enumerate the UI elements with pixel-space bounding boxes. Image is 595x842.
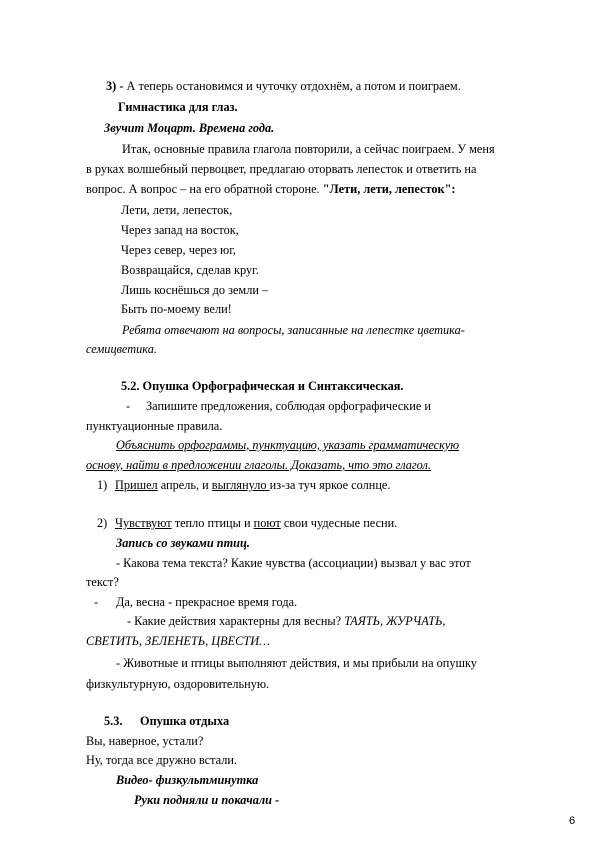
task-line1: Запишите предложения, соблюдая орфографические и — [146, 399, 431, 413]
para1-line3: вопрос. А вопрос – на его обратной стороне. "Лети, лети, лепесток": — [86, 182, 456, 196]
explain-line1: Объяснить орфограммы, пунктуацию, указать грамматическую — [116, 438, 460, 452]
section53-title: Опушка отдыха — [140, 714, 230, 728]
game-name: "Лети, лети, лепесток": — [322, 182, 456, 196]
rest-line1: Вы, наверное, устали? — [86, 734, 204, 748]
answer1: Да, весна - прекрасное время года. — [116, 595, 298, 609]
verb: выглянуло — [211, 478, 270, 492]
rest-line2: Ну, тогда все дружно встали. — [86, 753, 238, 767]
video-note: Видео- физкультминутка — [116, 773, 259, 787]
rhyme-line: Руки подняли и покачали - — [134, 793, 280, 807]
section52-title: 5.2. Опушка Орфографическая и Синтаксическая. — [121, 379, 404, 393]
sentence2: Чувствуют тепло птицы и поют свои чудесные песни. — [115, 516, 398, 530]
final-line2: физкультурную, оздоровительную. — [86, 677, 270, 691]
note-line1: Ребята отвечают на вопросы, записанные на лепестке цветика- — [122, 323, 465, 337]
poem-line: Через север, через юг, — [121, 243, 236, 257]
gymnastics-title: Гимнастика для глаз. — [118, 100, 238, 114]
final-line1: - Животные и птицы выполняют действия, и мы прибыли на опушку — [116, 656, 477, 670]
section-number: 3) - — [106, 79, 124, 93]
section53-number: 5.3. — [104, 714, 123, 728]
verb: Пришел — [115, 478, 158, 492]
note-line2: семицветика. — [86, 342, 157, 356]
question2-line1: - Какие действия характерны для весны? ТАЯТЬ, ЖУРЧАТЬ, — [127, 614, 446, 628]
poem-line: Лети, лети, лепесток, — [121, 203, 233, 217]
sentence1: Пришел апрель, и выглянуло из-за туч яркое солнце. — [115, 478, 391, 492]
question2-line2: СВЕТИТЬ, ЗЕЛЕНЕТЬ, ЦВЕСТИ… — [86, 634, 271, 648]
verb: Чувствуют — [115, 516, 172, 530]
poem-line: Лишь коснёшься до земли – — [121, 283, 269, 297]
question1-line1: - Какова тема текста? Какие чувства (ассоциации) вызвал у вас этот — [116, 556, 471, 570]
poem-line: Возвращайся, сделав круг. — [121, 263, 259, 277]
task-dash: - — [126, 399, 131, 413]
verbs-list: ТАЯТЬ, ЖУРЧАТЬ, — [344, 614, 446, 628]
bird-sounds-note: Запись со звуками птиц. — [116, 536, 250, 550]
poem-line: Быть по-моему вели! — [121, 302, 232, 316]
sentence1-number: 1) — [97, 478, 108, 492]
section3-intro-line — [106, 78, 461, 94]
question1-line2: текст? — [86, 575, 119, 589]
task-line2: пунктуационные правила. — [86, 419, 223, 433]
page-number: 6 — [569, 815, 576, 827]
sentence2-number: 2) — [97, 516, 108, 530]
music-note: Звучит Моцарт. Времена года. — [104, 121, 275, 135]
explain-line2: основу, найти в предложении глаголы. Доказать, что это глагол. — [86, 458, 431, 472]
intro-text: А теперь остановимся и чуточку отдохнём, а потом и поиграем. — [123, 79, 461, 93]
answer1-dash: - — [94, 595, 99, 609]
para1-line1: Итак, основные правила глагола повторили, а сейчас поиграем. У меня — [122, 142, 495, 156]
poem-line: Через запад на восток, — [121, 223, 239, 237]
verb: поют — [253, 516, 281, 530]
para1-line2: в руках волшебный первоцвет, предлагаю оторвать лепесток и ответить на — [86, 162, 477, 176]
